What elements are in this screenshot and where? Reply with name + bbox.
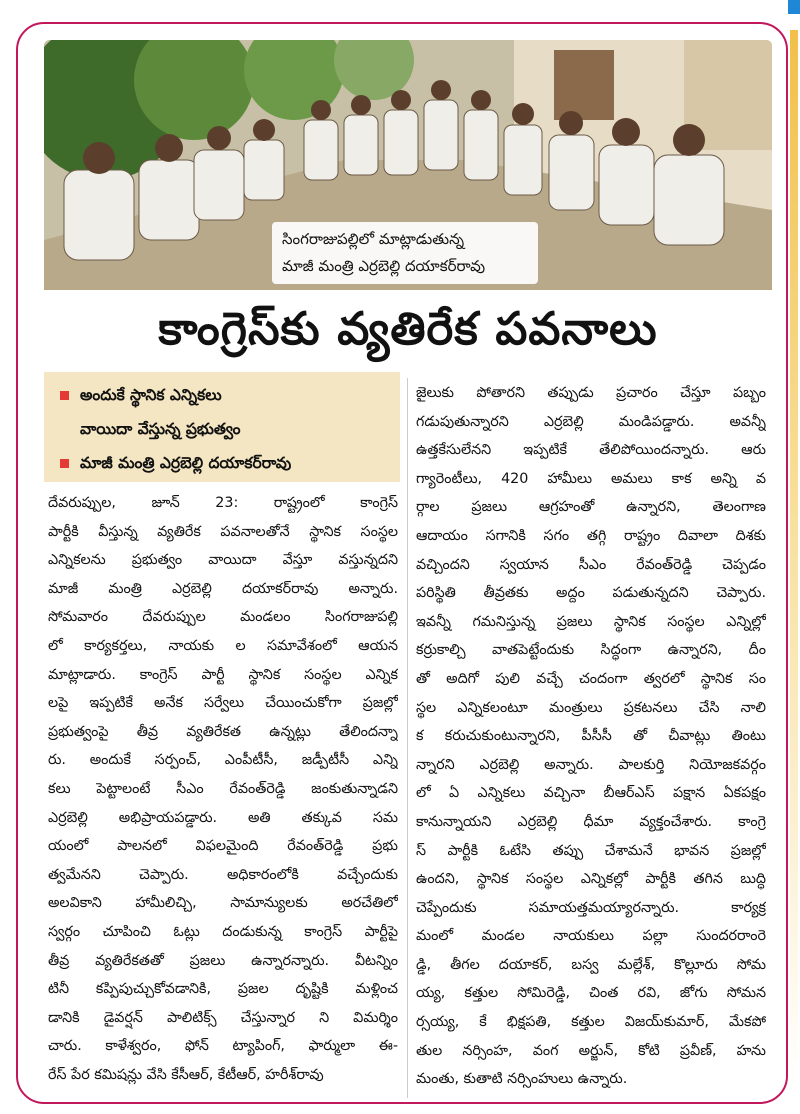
article-line: పరిస్థితి తీవ్రతకు అద్దం పడుతున్నదని చెప్పారు. bbox=[416, 585, 766, 602]
article-column-right bbox=[416, 379, 766, 1094]
highlights-box bbox=[44, 372, 400, 482]
article-line: ర్సయ్య, కే భిక్షపతి, కత్తుల విజయ్‌కుమార్, మేకపో bbox=[416, 1014, 766, 1031]
highlight-text: అందుకే స్థానిక ఎన్నికలు bbox=[80, 386, 222, 404]
article-line: తో అదిగో పులి వచ్చే చందంగా త్వరలో స్థానిక సం bbox=[416, 670, 766, 687]
article-line: తుల నర్సింహ, వంగ అర్జున్, కోటి ప్రవీణ్, హను bbox=[416, 1042, 766, 1059]
article-line: ఆదాయం సగానికి సగం తగ్గి రాష్ట్రం దివాలా దిశకు bbox=[416, 527, 766, 544]
highlight-item bbox=[54, 446, 392, 480]
column-divider bbox=[407, 378, 408, 1098]
article-line: వచ్చిందని స్వయాన సీఎం రేవంత్‌రెడ్డి చెప్పడం bbox=[416, 556, 766, 573]
article-line: చెప్పేందుకు సమాయత్తమయ్యారన్నారు. కార్యక్ర bbox=[416, 899, 766, 916]
bullet-icon bbox=[60, 391, 69, 400]
article-line: మాజీ మంత్రి ఎర్రబెల్లి దయాకర్‌రావు అన్నారు. bbox=[48, 580, 398, 597]
highlight-item bbox=[54, 378, 392, 412]
article-line: య్య, కత్తుల సోమిరెడ్డి, చింత రవి, జోగు సోమన bbox=[416, 985, 766, 1002]
bullet-icon bbox=[60, 459, 69, 468]
article-line: డానికి డైవర్షన్ పాలిటిక్స్ చేస్తున్నార ని విమర్శిం bbox=[48, 1009, 398, 1026]
article-line: ఎన్నికలను ప్రభుత్వం వాయిదా వేస్తూ వస్తున్నదని bbox=[48, 552, 398, 569]
article-line: ఇవన్నీ గమనిస్తున్న ప్రజలు స్థానిక సంస్థల ఎన్నిల్లో bbox=[416, 613, 766, 630]
article-line: రేస్ పేర కమిషన్లు వేసి కేసీఆర్, కేటీఆర్, హరీశ్‌రావు bbox=[48, 1066, 324, 1083]
article-line: టినీ కప్పిపుచ్చుకోవడానికి, ప్రజల దృష్టికి మళ్లించ bbox=[48, 981, 398, 998]
article-line: కర్రుకాల్చి వాతపెట్టేందుకు సిద్ధంగా ఉన్నారని, దీం bbox=[416, 642, 766, 659]
article-line: దేవరుప్పుల, జూన్ 23: రాష్ట్రంలో కాంగ్రెస్ bbox=[48, 495, 398, 511]
article-line: ప్రభుత్వంపై తీవ్ర వ్యతిరేకత ఉన్నట్లు తేలిందన్నా bbox=[48, 723, 398, 740]
article-line: చారు. కాళేశ్వరం, ఫోన్ ట్యాపింగ్, ఫార్ములా ఈ- bbox=[48, 1038, 398, 1055]
article-line: న్నారని ఎర్రబెల్లి అన్నారు. పాలకుర్తి నియోజకవర్గం bbox=[416, 756, 766, 773]
article-line: జైలుకు పోతారని తప్పుడు ప్రచారం చేస్తూ పబ్బం bbox=[416, 385, 766, 401]
article-line: రు. అందుకే సర్పంచ్, ఎంపీటీసీ, జడ్పీటీసీ ఎన్ని bbox=[48, 752, 398, 769]
photo-caption bbox=[272, 222, 538, 284]
article-line: సోమవారం దేవరుప్పుల మండలం సింగరాజుపల్లి bbox=[48, 609, 398, 626]
article-line: కానున్నాయని ఎర్రబెల్లి ధీమా వ్యక్తంచేశారు. కాంగ్రె bbox=[416, 813, 766, 830]
article-line: మంతు, కుతాటి నర్సింహులు ఉన్నారు. bbox=[416, 1071, 628, 1088]
article-line: గడుపుతున్నారని ఎర్రబెల్లి మండిపడ్డారు. అవన్నీ bbox=[416, 413, 766, 430]
article-column-left bbox=[48, 489, 398, 1089]
article-line: పార్టీకి వీస్తున్న వ్యతిరేక పవనాలతోనే స్థానిక సంస్థల bbox=[48, 523, 398, 540]
caption-line: సింగరాజుపల్లిలో మాట్లాడుతున్న bbox=[282, 230, 465, 248]
page-edge-bar bbox=[790, 30, 798, 1090]
article-line: ఎర్రబెల్లి అభిప్రాయపడ్డారు. అతి తక్కువ సమ bbox=[48, 809, 398, 826]
article-line: స్వర్గం చూపించి ఓట్లు దండుకున్న కాంగ్రెస్ పార్టీపై bbox=[48, 923, 398, 940]
article-line: క కరుచుకుంటున్నారని, పీసీసీ తో చీవాట్లు తింటు bbox=[416, 728, 766, 745]
article-line: ర్గాల ప్రజలు ఆగ్రహంతో ఉన్నారని, తెలంగాణ bbox=[416, 499, 766, 516]
article-line: తీవ్ర వ్యతిరేకతతో ప్రజలు ఉన్నారన్నారు. వీటన్నిం bbox=[48, 952, 398, 969]
article-line: త్వమేనని చెప్పారు. అధికారంలోకి వచ్చేందుకు bbox=[48, 866, 398, 883]
article-line: ఉందని, స్థానిక సంస్థల ఎన్నికల్లో పార్టీకి తగిన బుద్ధి bbox=[416, 871, 766, 888]
article-line: అలవికాని హామీలిచ్చి, సామాన్యులకు అరచేతిలో bbox=[48, 895, 398, 912]
corner-tab bbox=[788, 0, 800, 14]
article-line: మాట్లాడారు. కాంగ్రెస్ పార్టీ స్థానిక సంస్థల ఎన్నిక bbox=[48, 666, 398, 683]
article-line: లపై ఇప్పటికే అనేక సర్వేలు చేయించుకోగా ప్రజల్లో bbox=[48, 695, 398, 712]
article-line: లో కార్యకర్తలు, నాయకు ల సమావేశంలో ఆయన bbox=[48, 637, 398, 654]
article-line: స్థల ఎన్నికలంటూ మంత్రులు ప్రకటనలు చేసి నాలి bbox=[416, 699, 766, 716]
highlight-text: వాయిదా వేస్తున్న ప్రభుత్వం bbox=[80, 420, 241, 438]
article-line: మంలో మండల నాయకులు పల్లా సుందరరాంరె bbox=[416, 928, 766, 945]
article-line: స్ పార్టీకి ఓటేసి తప్పు చేశామనే భావన ప్రజల్లో bbox=[416, 842, 766, 859]
highlight-text: మాజీ మంత్రి ఎర్రబెల్లి దయాకర్‌రావు bbox=[80, 454, 292, 472]
article-line: యంలో పాలనలో విఫలమైంది రేవంత్‌రెడ్డి ప్రభు bbox=[48, 838, 398, 855]
article-line: గ్యారెంటీలు, 420 హామీలు అమలు కాక అన్ని వ bbox=[416, 470, 766, 487]
article-line: లో ఏ ఎన్నికలు వచ్చినా బీఆర్‌ఎస్ పక్షాన ఏకపక్షం bbox=[416, 785, 766, 802]
article-line: ఉత్తకేసులేనని ఇప్పటికే తేలిపోయిందన్నారు. ఆరు bbox=[416, 442, 766, 459]
article-line: కలు పెట్టాలంటే సీఎం రేవంత్‌రెడ్డి జంకుతున్నాడని bbox=[48, 780, 398, 797]
caption-line: మాజీ మంత్రి ఎర్రబెల్లి దయాకర్‌రావు bbox=[282, 257, 486, 275]
article-line: డ్డి, తీగల దయాకర్, బస్వ మల్లేశ్, కొల్లూరు సోమ bbox=[416, 956, 766, 973]
headline: కాంగ్రెస్‌కు వ్యతిరేక పవనాలు bbox=[158, 302, 658, 355]
